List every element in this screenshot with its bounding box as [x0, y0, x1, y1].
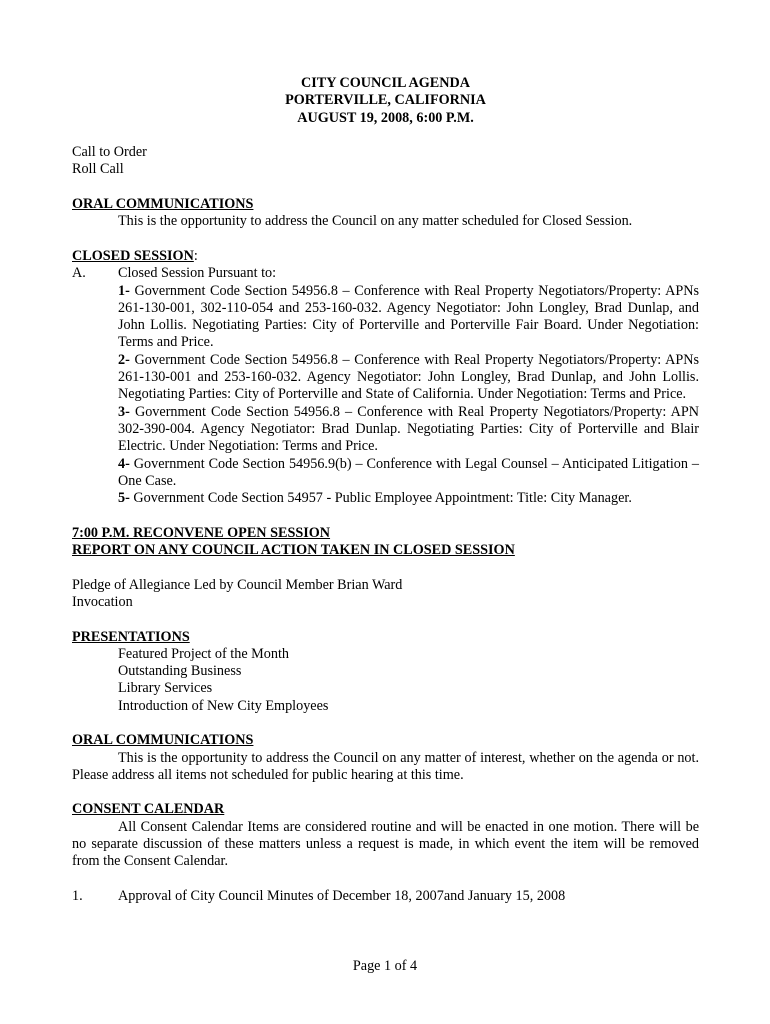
consent-calendar-text: All Consent Calendar Items are considered routine and will be enacted in one motion. There will be no separate discussion of these matters unless a request is made, in which event the item will be removed from the Consent Calendar. [72, 818, 699, 870]
pledge-line: Pledge of Allegiance Led by Council Member Brian Ward [72, 576, 403, 593]
item-letter: A. [72, 265, 86, 282]
sub-item-text: Government Code Section 54957 - Public Employee Appointment: Title: City Manager. [129, 490, 632, 507]
closed-session-title: Closed Session Pursuant to: [118, 265, 277, 282]
presentation-item: Introduction of New City Employees [118, 697, 329, 714]
sub-item-text: Government Code Section 54956.8 – Conference with Real Property Negotiators/Property: APN 302-390-004. Agency Negotiator: Brad Dunlap. Negotiating Parties: City of Porterville and Blair Electric. Under Negotiation: Terms and Price. [118, 403, 699, 455]
page-number: Page 1 of 4 [352, 958, 418, 974]
call-to-order: Call to Order [72, 144, 147, 161]
presentations-heading: PRESENTATIONS [72, 628, 190, 645]
oral-communications-text-1: This is the opportunity to address the Council on any matter scheduled for Closed Session. [118, 213, 633, 230]
presentation-item: Library Services [118, 680, 213, 697]
sub-item-number: 5- [118, 490, 130, 507]
presentation-item: Featured Project of the Month [118, 645, 289, 662]
oral-communications-text-2: This is the opportunity to address the Council on any matter of interest, whether on the agenda or not. Please address all items not scheduled for public hearing at this time. [72, 749, 699, 783]
sub-item-number: 4- [118, 455, 130, 472]
reconvene-heading: 7:00 P.M. RECONVENE OPEN SESSION [72, 524, 331, 541]
agenda-date: AUGUST 19, 2008, 6:00 P.M. [297, 109, 474, 126]
consent-item-text: Approval of City Council Minutes of December 18, 2007and January 15, 2008 [118, 887, 566, 904]
closed-session-heading: CLOSED SESSION [72, 247, 194, 264]
closed-session-item-a [72, 265, 699, 507]
sub-item-text: Government Code Section 54956.9(b) – Conference with Legal Counsel – Anticipated Litigation – One Case. [118, 455, 699, 489]
agenda-header [72, 75, 699, 127]
closed-session-content [118, 265, 699, 507]
sub-item-number: 2- [118, 351, 130, 368]
consent-calendar-heading: CONSENT CALENDAR [72, 801, 225, 818]
oral-communications-heading-2: ORAL COMMUNICATIONS [72, 732, 254, 749]
agenda-city: PORTERVILLE, CALIFORNIA [285, 92, 486, 109]
closed-session-sub-item-5 [118, 490, 699, 507]
closed-session-colon: : [193, 247, 198, 264]
oral-communications-heading-1: ORAL COMMUNICATIONS [72, 196, 254, 213]
consent-item-1 [72, 888, 699, 905]
closed-session-sub-item-1 [118, 283, 699, 352]
roll-call: Roll Call [72, 161, 124, 178]
agenda-title: CITY COUNCIL AGENDA [301, 75, 470, 91]
sub-item-text: Government Code Section 54956.8 – Conference with Real Property Negotiators/Property: APNs 261-130-001 and 253-160-032. Agency Negotiator: John Longley, Brad Dunlap, and John Lollis. Negotiating Parties: City of Porterville and State of California. Under Negotiation: Terms and Price. [118, 351, 699, 403]
sub-item-number: 3- [118, 403, 130, 420]
consent-item-number: 1. [72, 887, 83, 904]
closed-session-sub-item-2 [118, 352, 699, 404]
closed-session-sub-item-4 [118, 456, 699, 491]
sub-item-number: 1- [118, 282, 130, 299]
closed-session-sub-item-3 [118, 404, 699, 456]
sub-item-text: Government Code Section 54956.8 – Conference with Real Property Negotiators/Property: APNs 261-130-001, 302-110-054 and 253-160-032. Agency Negotiator: John Longley, Brad Dunlap, and John Lollis. Negotiating Parties: City of Porterville and Porterville Fair Board. Under Negotiation: Terms and Price. [118, 282, 699, 351]
closed-session-heading-row [72, 248, 699, 265]
agenda-page [72, 75, 699, 905]
presentation-item: Outstanding Business [118, 663, 242, 680]
invocation-line: Invocation [72, 593, 133, 610]
report-heading: REPORT ON ANY COUNCIL ACTION TAKEN IN CLOSED SESSION [72, 542, 515, 559]
